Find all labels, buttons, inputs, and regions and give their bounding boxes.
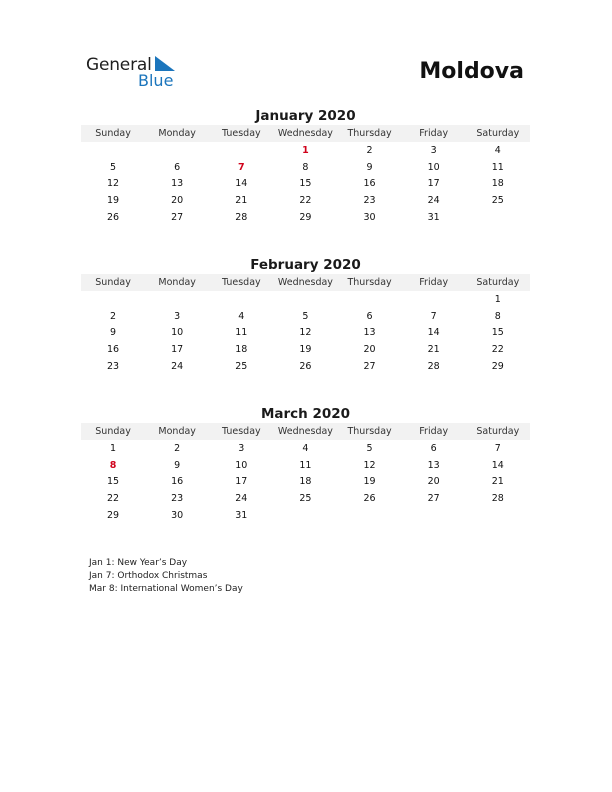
date-cell: 5 [302,310,309,322]
date-cell: 9 [110,327,117,339]
date-cell: 26 [299,361,312,373]
date-cell: 22 [299,195,312,207]
date-cell: 17 [171,344,184,356]
date-cell: 5 [366,442,373,454]
weekday-label: Saturday [476,426,520,437]
week-row [81,176,530,193]
holiday-date-cell: 7 [238,161,245,173]
date-cell: 1 [494,293,501,305]
date-cell: 16 [363,178,376,190]
month-title: January 2020 [255,108,356,124]
date-cell: 29 [491,361,504,373]
week-row [81,474,530,491]
brand-logo [86,55,186,91]
weekday-label: Sunday [95,426,131,437]
date-cell: 28 [235,212,248,224]
week-row [81,159,530,176]
weekday-label: Monday [158,277,196,288]
date-cell: 18 [491,178,504,190]
date-cell: 28 [427,361,440,373]
date-cell: 29 [299,212,312,224]
date-cell: 9 [174,459,181,471]
date-cell: 17 [235,476,248,488]
date-cell: 17 [427,178,440,190]
date-cell: 13 [427,459,440,471]
date-cell: 21 [491,476,504,488]
date-cell: 7 [430,310,437,322]
date-cell: 13 [171,178,184,190]
date-cell: 18 [299,476,312,488]
date-cell: 6 [366,310,373,322]
date-cell: 16 [171,476,184,488]
date-cell: 21 [235,195,248,207]
date-cell: 31 [427,212,440,224]
logo-flag-icon [155,56,175,72]
date-cell: 24 [235,493,248,505]
date-cell: 19 [363,476,376,488]
date-cell: 9 [366,161,373,173]
week-row [81,507,530,524]
week-row [81,325,530,342]
week-row [81,142,530,159]
date-cell: 25 [491,195,504,207]
date-cell: 30 [171,510,184,522]
date-cell: 4 [238,310,245,322]
date-cell: 25 [235,361,248,373]
date-cell: 10 [171,327,184,339]
weekday-label: Wednesday [277,128,333,139]
date-cell: 27 [171,212,184,224]
logo-text-blue: Blue [138,71,174,90]
date-cell: 14 [235,178,248,190]
week-row [81,440,530,457]
date-cell: 8 [494,310,501,322]
date-cell: 23 [363,195,376,207]
weekday-label: Thursday [347,277,392,288]
weekday-header-row [81,274,530,291]
date-cell: 26 [363,493,376,505]
week-row [81,192,530,209]
weekday-label: Thursday [347,426,392,437]
date-cell: 23 [171,493,184,505]
date-cell: 10 [235,459,248,471]
week-row [81,291,530,308]
date-cell: 15 [491,327,504,339]
weekday-label: Sunday [95,128,131,139]
weekday-header-row [81,125,530,142]
weekday-label: Tuesday [221,128,261,139]
holiday-date-cell: 1 [302,144,309,156]
date-cell: 2 [110,310,117,322]
week-row [81,358,530,375]
month-title: February 2020 [250,257,361,273]
date-cell: 19 [107,195,120,207]
week-row [81,490,530,507]
holiday-date-cell: 8 [109,459,117,471]
date-cell: 5 [110,161,117,173]
country-title: Moldova [419,59,524,84]
date-cell: 18 [235,344,248,356]
date-cell: 28 [491,493,504,505]
date-cell: 14 [491,459,504,471]
holiday-note: Jan 1: New Year’s Day [89,558,188,568]
date-cell: 20 [427,476,440,488]
date-cell: 27 [427,493,440,505]
date-cell: 2 [366,144,373,156]
date-cell: 22 [107,493,120,505]
weekday-label: Friday [419,426,449,437]
date-cell: 23 [107,361,120,373]
date-cell: 11 [491,161,504,173]
week-row [81,308,530,325]
weekday-label: Tuesday [221,277,261,288]
weekday-header-row [81,423,530,440]
date-cell: 11 [299,459,312,471]
date-cell: 29 [107,510,120,522]
date-cell: 13 [363,327,376,339]
date-cell: 16 [107,344,120,356]
week-row [81,457,530,474]
date-cell: 15 [299,178,312,190]
date-cell: 3 [238,442,245,454]
date-cell: 3 [174,310,181,322]
date-cell: 25 [299,493,312,505]
weekday-label: Wednesday [277,426,333,437]
month-calendar [81,405,530,524]
weekday-label: Monday [158,128,196,139]
holiday-note: Jan 7: Orthodox Christmas [89,571,208,582]
date-cell: 3 [430,144,437,156]
date-cell: 20 [363,344,376,356]
date-cell: 19 [299,344,312,356]
week-row [81,341,530,358]
date-cell: 6 [430,442,437,454]
date-cell: 30 [363,212,376,224]
date-cell: 20 [171,195,184,207]
date-cell: 12 [107,178,120,190]
weekday-label: Sunday [95,277,131,288]
date-cell: 14 [427,327,440,339]
weekday-label: Saturday [476,128,520,139]
holiday-notes [89,557,243,597]
weekday-label: Thursday [347,128,392,139]
date-cell: 6 [174,161,181,173]
holiday-note: Mar 8: International Women’s Day [89,584,243,595]
date-cell: 2 [174,442,181,454]
date-cell: 4 [494,144,501,156]
date-cell: 22 [491,344,504,356]
weekday-label: Friday [419,128,449,139]
date-cell: 27 [363,361,376,373]
weekday-label: Monday [158,426,196,437]
date-cell: 24 [427,195,440,207]
weekday-label: Saturday [476,277,520,288]
month-calendar [81,256,530,375]
date-cell: 21 [427,344,440,356]
date-cell: 15 [107,476,120,488]
date-cell: 1 [110,442,117,454]
month-title: March 2020 [260,406,351,422]
date-cell: 10 [427,161,440,173]
date-cell: 31 [235,510,248,522]
month-calendar [81,107,530,226]
date-cell: 4 [302,442,309,454]
logo-text-general: General [86,55,152,75]
date-cell: 26 [107,212,120,224]
date-cell: 11 [235,327,248,339]
date-cell: 24 [171,361,184,373]
date-cell: 7 [494,442,501,454]
weekday-label: Wednesday [277,277,333,288]
weekday-label: Friday [419,277,449,288]
date-cell: 12 [363,459,376,471]
week-row [81,209,530,226]
weekday-label: Tuesday [221,426,261,437]
date-cell: 8 [302,161,309,173]
date-cell: 12 [299,327,312,339]
